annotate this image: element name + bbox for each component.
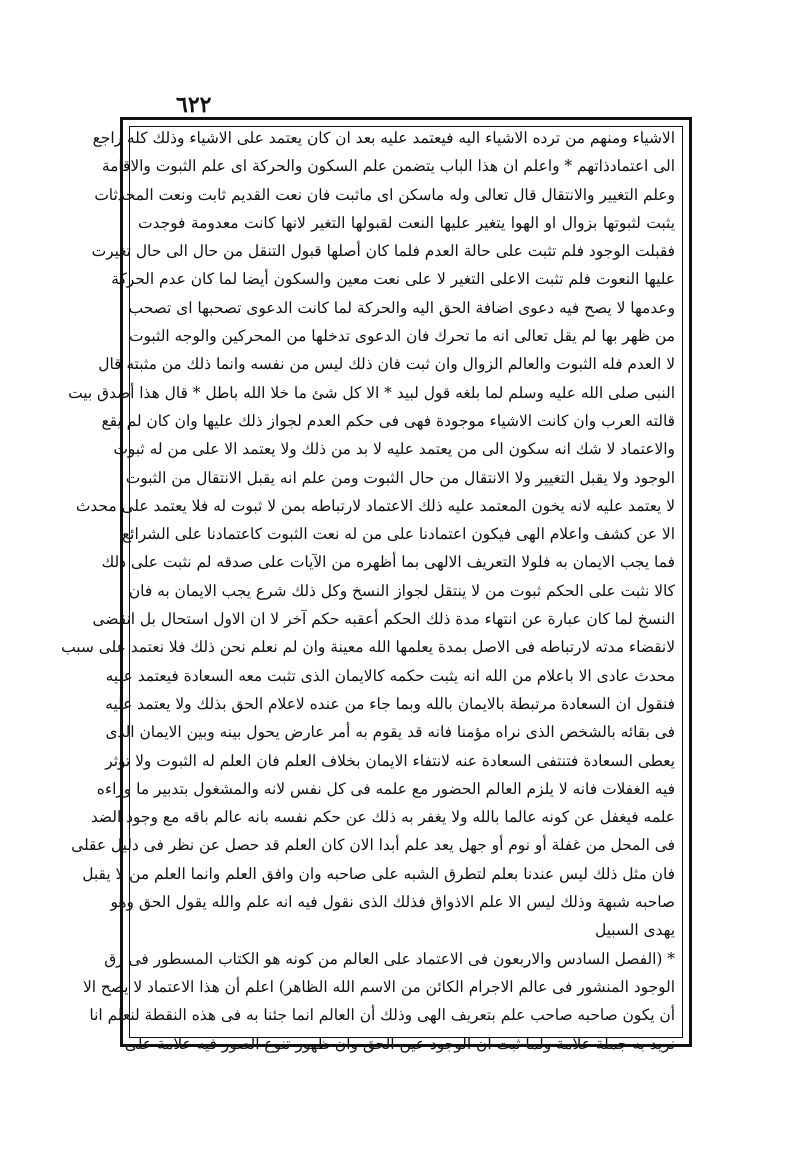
text-line: نريد به جملة علامة ولما ثبت ان الوجود عين الحق وان ظهور تنوع الصور فيه علامة على bbox=[124, 1034, 675, 1053]
text-line: يهدى السبيل bbox=[594, 921, 675, 940]
text-line: النسخ لما كان عبارة عن انتهاء مدة ذلك الحكم أعقبه حكم آخر لا ان الاول استحال بل انقضى bbox=[92, 610, 675, 629]
text-line: الا عن كشف واعلام الهى فيكون اعتمادنا على من له نعت الثبوت كاعتمادنا على الشرائع bbox=[121, 525, 675, 544]
text-line: من ظهر بها لم يقل تعالى انه ما تحرك فان الدعوى تدخلها من المحركين والوجه الثبوت bbox=[128, 327, 675, 346]
text-line: الوجود المنشور فى عالم الاجرام الكائن من الاسم الله الظاهر) اعلم أن هذا الاعتماد لا يصح الا bbox=[82, 977, 675, 996]
text-line: الاشياء ومنهم من ترده الاشياء اليه فيعتمد عليه بعد ان كان يعتمد على الاشياء وذلك كله راجع bbox=[92, 129, 675, 147]
text-line: لا يعتمد عليه لانه يخون المعتمد عليه ذلك الاعتماد لارتباطه بمن لا ثبوت له فلا يعتمد على محدث bbox=[75, 496, 675, 515]
text-line: يثبت لثبوتها بزوال او الهوا يتغير عليها النعت لقبولها التغير لانها كانت معدومة فوجدت bbox=[138, 213, 675, 232]
text-line: فى بقائه بالشخص الذى نراه مؤمنا فانه قد يقوم به أمر عارض يحول بينه وبين الايمان الذى bbox=[105, 723, 675, 742]
text-line: وعدمها لا يصح فيه دعوى اضافة الحق اليه والحركة لما كانت الدعوى تصحبها اى تصحب bbox=[128, 298, 675, 317]
text-line: فان مثل ذلك ليس عندنا بعلم لتطرق الشبه على صاحبه وان وافق العلم وانما العلم من لا يقبل bbox=[82, 864, 675, 883]
text-line: عليها النعوت فلم تثبت الاعلى التغير لا على نعت معين والسكون أيضا لما كان عدم الحركة bbox=[111, 270, 675, 289]
page-number: ٦٢٢ bbox=[176, 92, 212, 118]
text-line: الى اعتمادذاتهم * واعلم ان هذا الباب يتضمن علم السكون والحركة اى علم الثبوت والاقامة bbox=[101, 157, 675, 176]
text-line: النبى صلى الله عليه وسلم لما بلغه قول لبيد * الا كل شئ ما خلا الله باطل * قال هذا أصدق بيت bbox=[68, 383, 675, 402]
text-line: فى المحل من غفلة أو نوم أو جهل يعد علم أبدا الان كان العلم قد حصل عن نظر فى دليل عقلى bbox=[71, 836, 675, 855]
text-line: علمه فيغفل عن كونه عالما بالله ولا يغفر به ذلك عن حكم نفسه بانه عالم باقه مع وجود الضد bbox=[90, 808, 675, 827]
text-line: فنقول ان السعادة مرتبطة بالايمان بالله وبما جاء من عنده لاعلام الحق بذلك ولا يعتمد عليه bbox=[105, 694, 675, 713]
text-line: وعلم التغيير والانتقال قال تعالى وله ماسكن اى ماثبت فان نعت القديم ثابت ونعت المحدثات bbox=[94, 185, 675, 204]
text-line: والاعتماد لا شك انه سكون الى من يعتمد عليه لا بد من ذلك ولا يعتمد الا على من له ثبوت bbox=[113, 440, 675, 459]
text-block bbox=[61, 124, 675, 1053]
text-line: أن يكون صاحبه صاحب علم بتعريف الهى وذلك أن العالم انما جئنا به فى هذه النقطة لنعلم انا bbox=[89, 1006, 675, 1025]
text-line: * (الفصل السادس والاربعون فى الاعتماد على العالم من كونه هو الكتاب المسطور فى رق bbox=[104, 949, 675, 968]
text-line: صاحبه شبهة وذلك ليس الا علم الاذواق فذلك الذى نقول فيه انه علم والله يقول الحق وهو bbox=[110, 893, 675, 912]
text-line: يعطى السعادة فتنتفى السعادة عنه لانتفاء الايمان بخلاف العلم فان العلم له الثبوت ولا تؤثر bbox=[105, 751, 675, 770]
text-line: فيه الغفلات فانه لا يلزم العالم الحضور مع علمه فى كل نفس لانه والمشغول بتدبير ما وراءه bbox=[96, 779, 675, 798]
text-line: لانقضاء مدته لارتباطه فى الاصل بمدة يعلمها الله معينة وان لم نعلم نحن ذلك فلا نعتمد على سبب bbox=[61, 638, 675, 657]
text-line: كالا نثبت على الحكم ثبوت من لا ينتقل لجواز النسخ وكل ذلك شرع يجب الايمان به فان bbox=[128, 581, 675, 600]
text-line: قالته العرب وان كانت الاشياء موجودة فهى فى حكم العدم لجواز ذلك عليها وان كان لم يقع bbox=[101, 411, 675, 430]
text-line: فما يجب الايمان به فلولا التعريف الالهى بما أظهره من الآيات على صدقه لم نثبت على ذلك bbox=[101, 553, 675, 572]
text-line: لا العدم فله الثبوت والعالم الزوال وان ثبت فان ذلك ليس من نفسه وانما ذلك من مثبته قال bbox=[98, 355, 675, 374]
text-line: فقبلت الوجود فلم تثبت على حالة العدم فلما كان أصلها قبول التنقل من حال الى حال تغيرت bbox=[91, 242, 675, 261]
text-line: الوجود ولا يقبل التغيير ولا الانتقال من حال الثبوت ومن علم انه يقبل الانتقال من الثبوت bbox=[125, 468, 675, 487]
text-line: محدث عادى الا باعلام من الله انه يثبت حكمه كالايمان الذى تثبت معه السعادة فيعتمد عليه bbox=[105, 666, 675, 685]
